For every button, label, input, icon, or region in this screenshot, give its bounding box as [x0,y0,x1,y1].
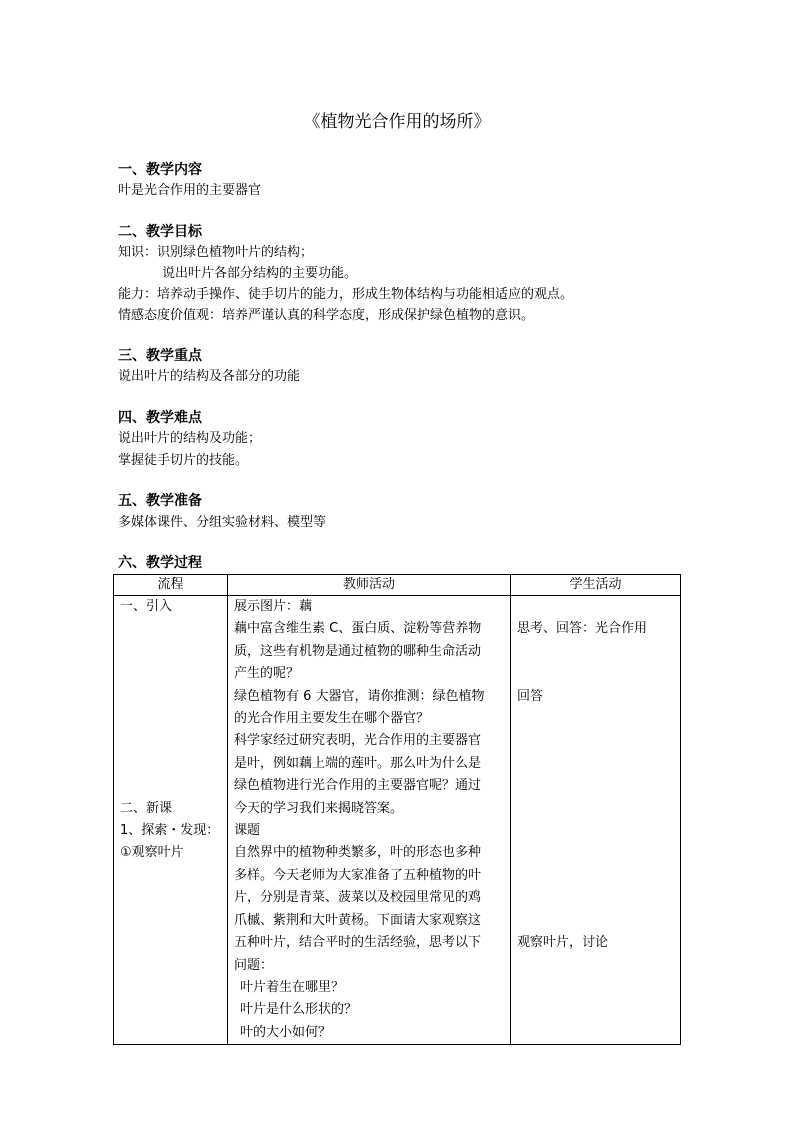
document-title: 《植物光合作用的场所》 [303,112,491,132]
key-point-line: 说出叶片的结构及各部分的功能 [118,369,301,384]
section-heading-key-points: 三、教学重点 [118,348,202,364]
teacher-line: 五种叶片，结合平时的生活经验，思考以下 [234,935,482,951]
preparation-line: 多媒体课件、分组实验材料、模型等 [118,515,327,530]
teacher-line: 展示图片：藕 [234,599,313,614]
teacher-line: 产生的呢？ [234,666,300,682]
content-line: 叶是光合作用的主要器官 [118,183,262,198]
section-heading-content: 一、教学内容 [118,162,202,178]
process-explore: 1、探索・发现： [120,822,220,838]
table-row [114,596,681,1045]
process-cell [114,596,228,1045]
objective-knowledge: 知识：识别绿色植物叶片的结构； [118,245,314,260]
header-teacher-activity: 教师活动 [228,575,511,596]
teacher-question: 叶的大小如何？ [240,1024,332,1040]
teacher-line: 问题： [234,957,274,973]
teacher-line: 爪槭、紫荆和大叶黄杨。下面请大家观察这 [234,912,482,928]
student-line: 观察叶片，讨论 [517,934,609,950]
objective-knowledge-2: 说出叶片各部分结构的主要功能。 [162,266,358,281]
teacher-line: 绿色植物有 6 大器官，请你推测：绿色植物 [234,688,485,704]
objective-ability: 能力：培养动手操作、徒手切片的能力，形成生物体结构与功能相适应的观点。 [118,287,574,302]
teacher-line: 自然界中的植物种类繁多，叶的形态也多种 [234,845,482,861]
student-line: 思考、回答：光合作用 [517,621,648,637]
objective-attitude: 情感态度价值观：培养严谨认真的科学态度，形成保护绿色植物的意识。 [118,308,535,323]
teacher-line: 是叶，例如藕上端的莲叶。那么叶为什么是 [234,755,482,771]
table-header-row [114,575,681,596]
section-heading-objectives: 二、教学目标 [118,224,202,240]
teacher-line: 质，这些有机物是通过植物的哪种生命活动 [234,643,482,659]
section-heading-difficulties: 四、教学难点 [118,410,202,426]
teacher-line: 藕中富含维生素 C、蛋白质、淀粉等营养物 [234,621,482,637]
teacher-line: 片，分别是青菜、菠菜以及校园里常见的鸡 [234,890,482,906]
process-new-lesson: 二、新课 [120,800,173,816]
teacher-line: 多样。今天老师为大家准备了五种植物的叶 [234,867,482,883]
teacher-line: 课题 [234,823,261,839]
student-line: 回答 [517,688,544,704]
process-intro: 一、引入 [120,599,173,614]
process-table [113,574,681,1045]
section-heading-preparation: 五、教学准备 [118,493,202,509]
teacher-question: 叶片是什么形状的？ [240,1002,358,1018]
header-student-activity: 学生活动 [511,575,681,596]
teacher-activity-cell [228,596,511,1045]
header-process: 流程 [114,575,228,596]
difficulty-line-1: 说出叶片的结构及功能； [118,431,262,446]
teacher-line: 的光合作用主要发生在哪个器官？ [234,711,430,727]
difficulty-line-2: 掌握徒手切片的技能。 [118,453,249,468]
teacher-question: 叶片着生在哪里？ [240,979,345,995]
teacher-line: 今天的学习我们来揭晓答案。 [234,800,404,816]
teacher-line: 绿色植物进行光合作用的主要器官呢？通过 [234,778,482,794]
student-activity-cell [511,596,681,1045]
section-heading-process: 六、教学过程 [118,555,202,571]
process-observe-leaf: ①观察叶片 [120,845,184,861]
teacher-line: 科学家经过研究表明，光合作用的主要器官 [234,733,482,749]
